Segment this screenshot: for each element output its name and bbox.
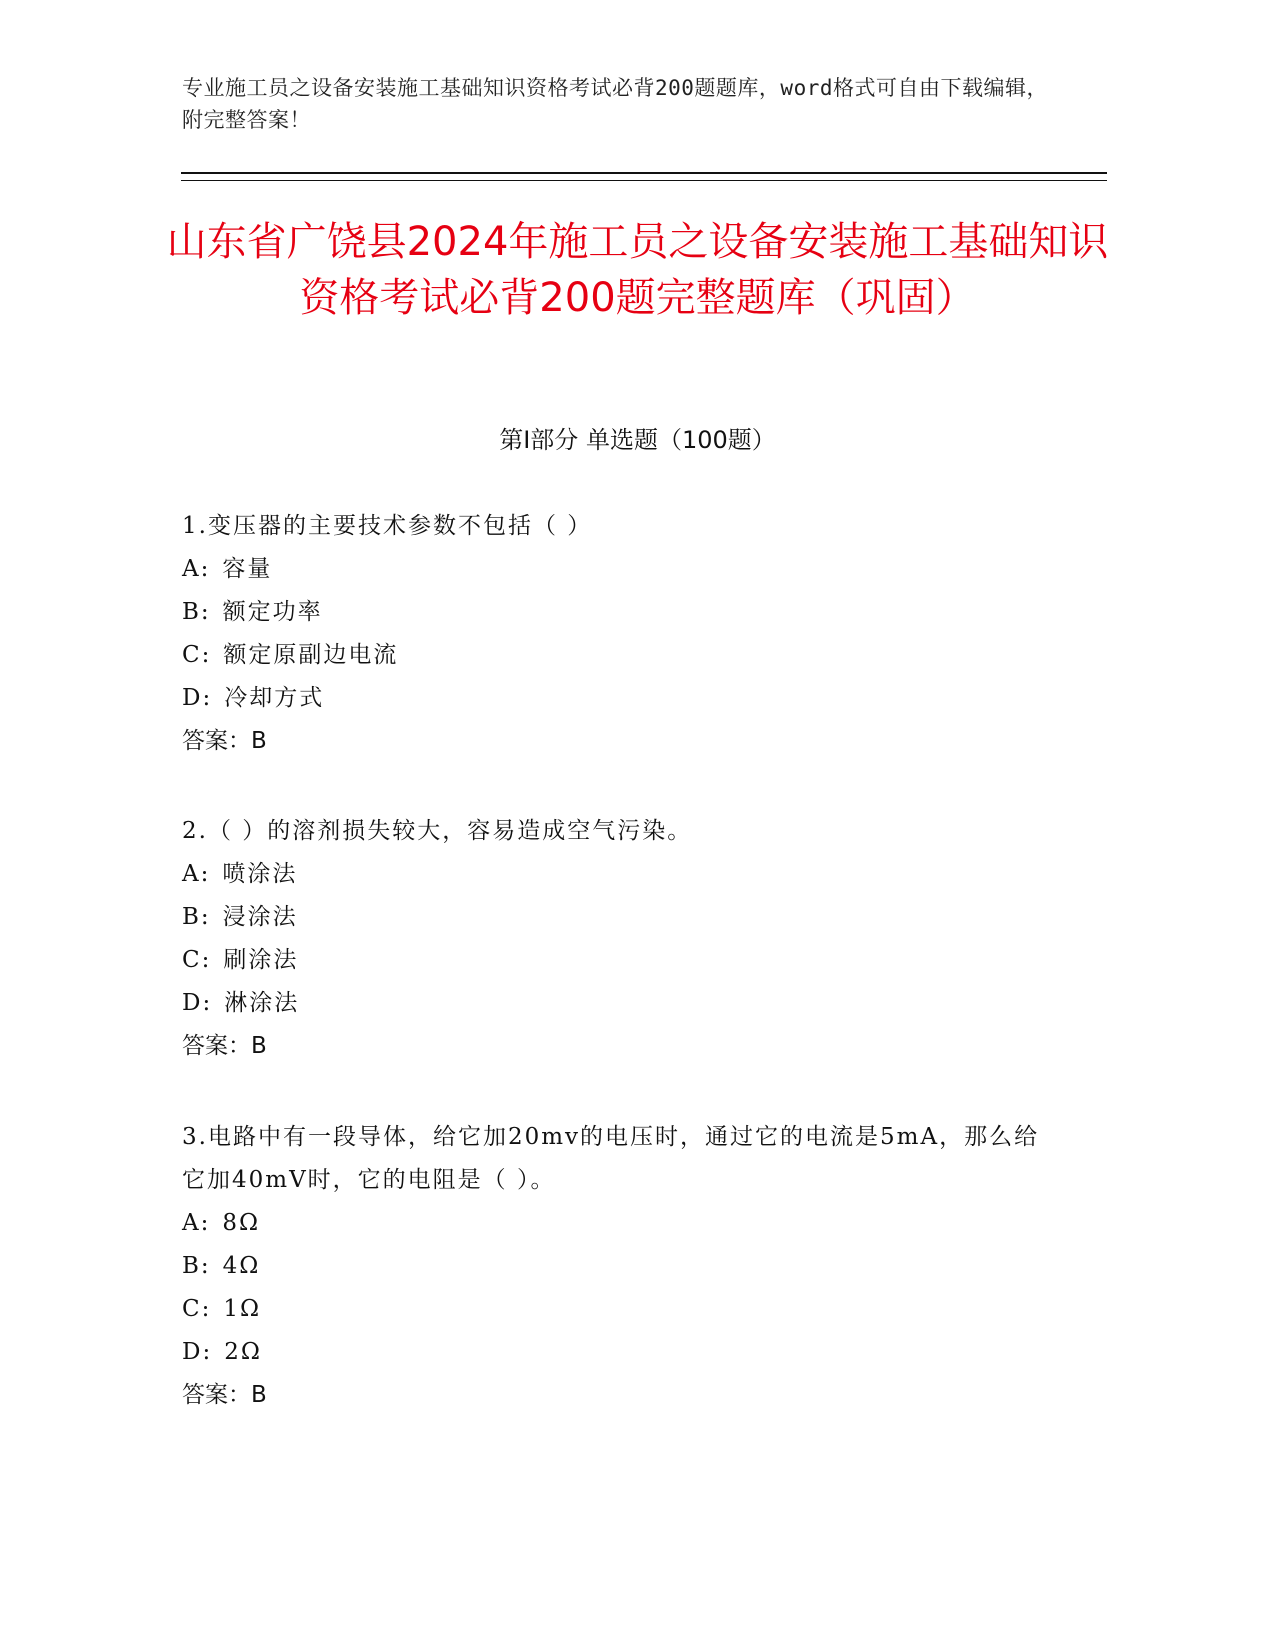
question-stem: 1.变压器的主要技术参数不包括（ ） (182, 513, 593, 539)
option-c: C: 刷涂法 (182, 947, 299, 973)
question-stem: 2.（ ）的溶剂损失较大，容易造成空气污染。 (182, 818, 693, 844)
answer-line: 答案：B (182, 1382, 267, 1408)
document-title: 山东省广饶县2024年施工员之设备安装施工基础知识资格考试必背200题完整题库（巩固） (166, 219, 1109, 321)
section-heading: 第Ⅰ部分 单选题（100题） (499, 426, 776, 454)
option-a: A: 容量 (182, 556, 273, 582)
option-a: A: 喷涂法 (182, 861, 298, 887)
document-header-note: 专业施工员之设备安装施工基础知识资格考试必背200题题库，word格式可自由下载编辑，附完整答案！ (182, 76, 1048, 132)
answer-line: 答案：B (182, 728, 267, 754)
option-c: C: 1Ω (182, 1296, 262, 1322)
question-2 (182, 810, 1062, 1068)
option-d: D: 2Ω (182, 1339, 262, 1365)
question-3 (182, 1116, 1062, 1417)
option-b: B: 额定功率 (182, 599, 323, 625)
header-rule-thin (181, 180, 1107, 181)
option-c: C: 额定原副边电流 (182, 642, 399, 668)
question-stem: 3.电路中有一段导体，给它加20mv的电压时，通过它的电流是5mA，那么给它加40mV时，它的电阻是（ ）。 (182, 1124, 1040, 1193)
option-a: A: 8Ω (182, 1210, 261, 1236)
answer-line: 答案：B (182, 1033, 267, 1059)
option-d: D: 淋涂法 (182, 990, 300, 1016)
option-b: B: 4Ω (182, 1253, 261, 1279)
option-d: D: 冷却方式 (182, 685, 325, 711)
option-b: B: 浸涂法 (182, 904, 298, 930)
question-1 (182, 505, 1062, 763)
header-rule-thick (181, 172, 1107, 174)
